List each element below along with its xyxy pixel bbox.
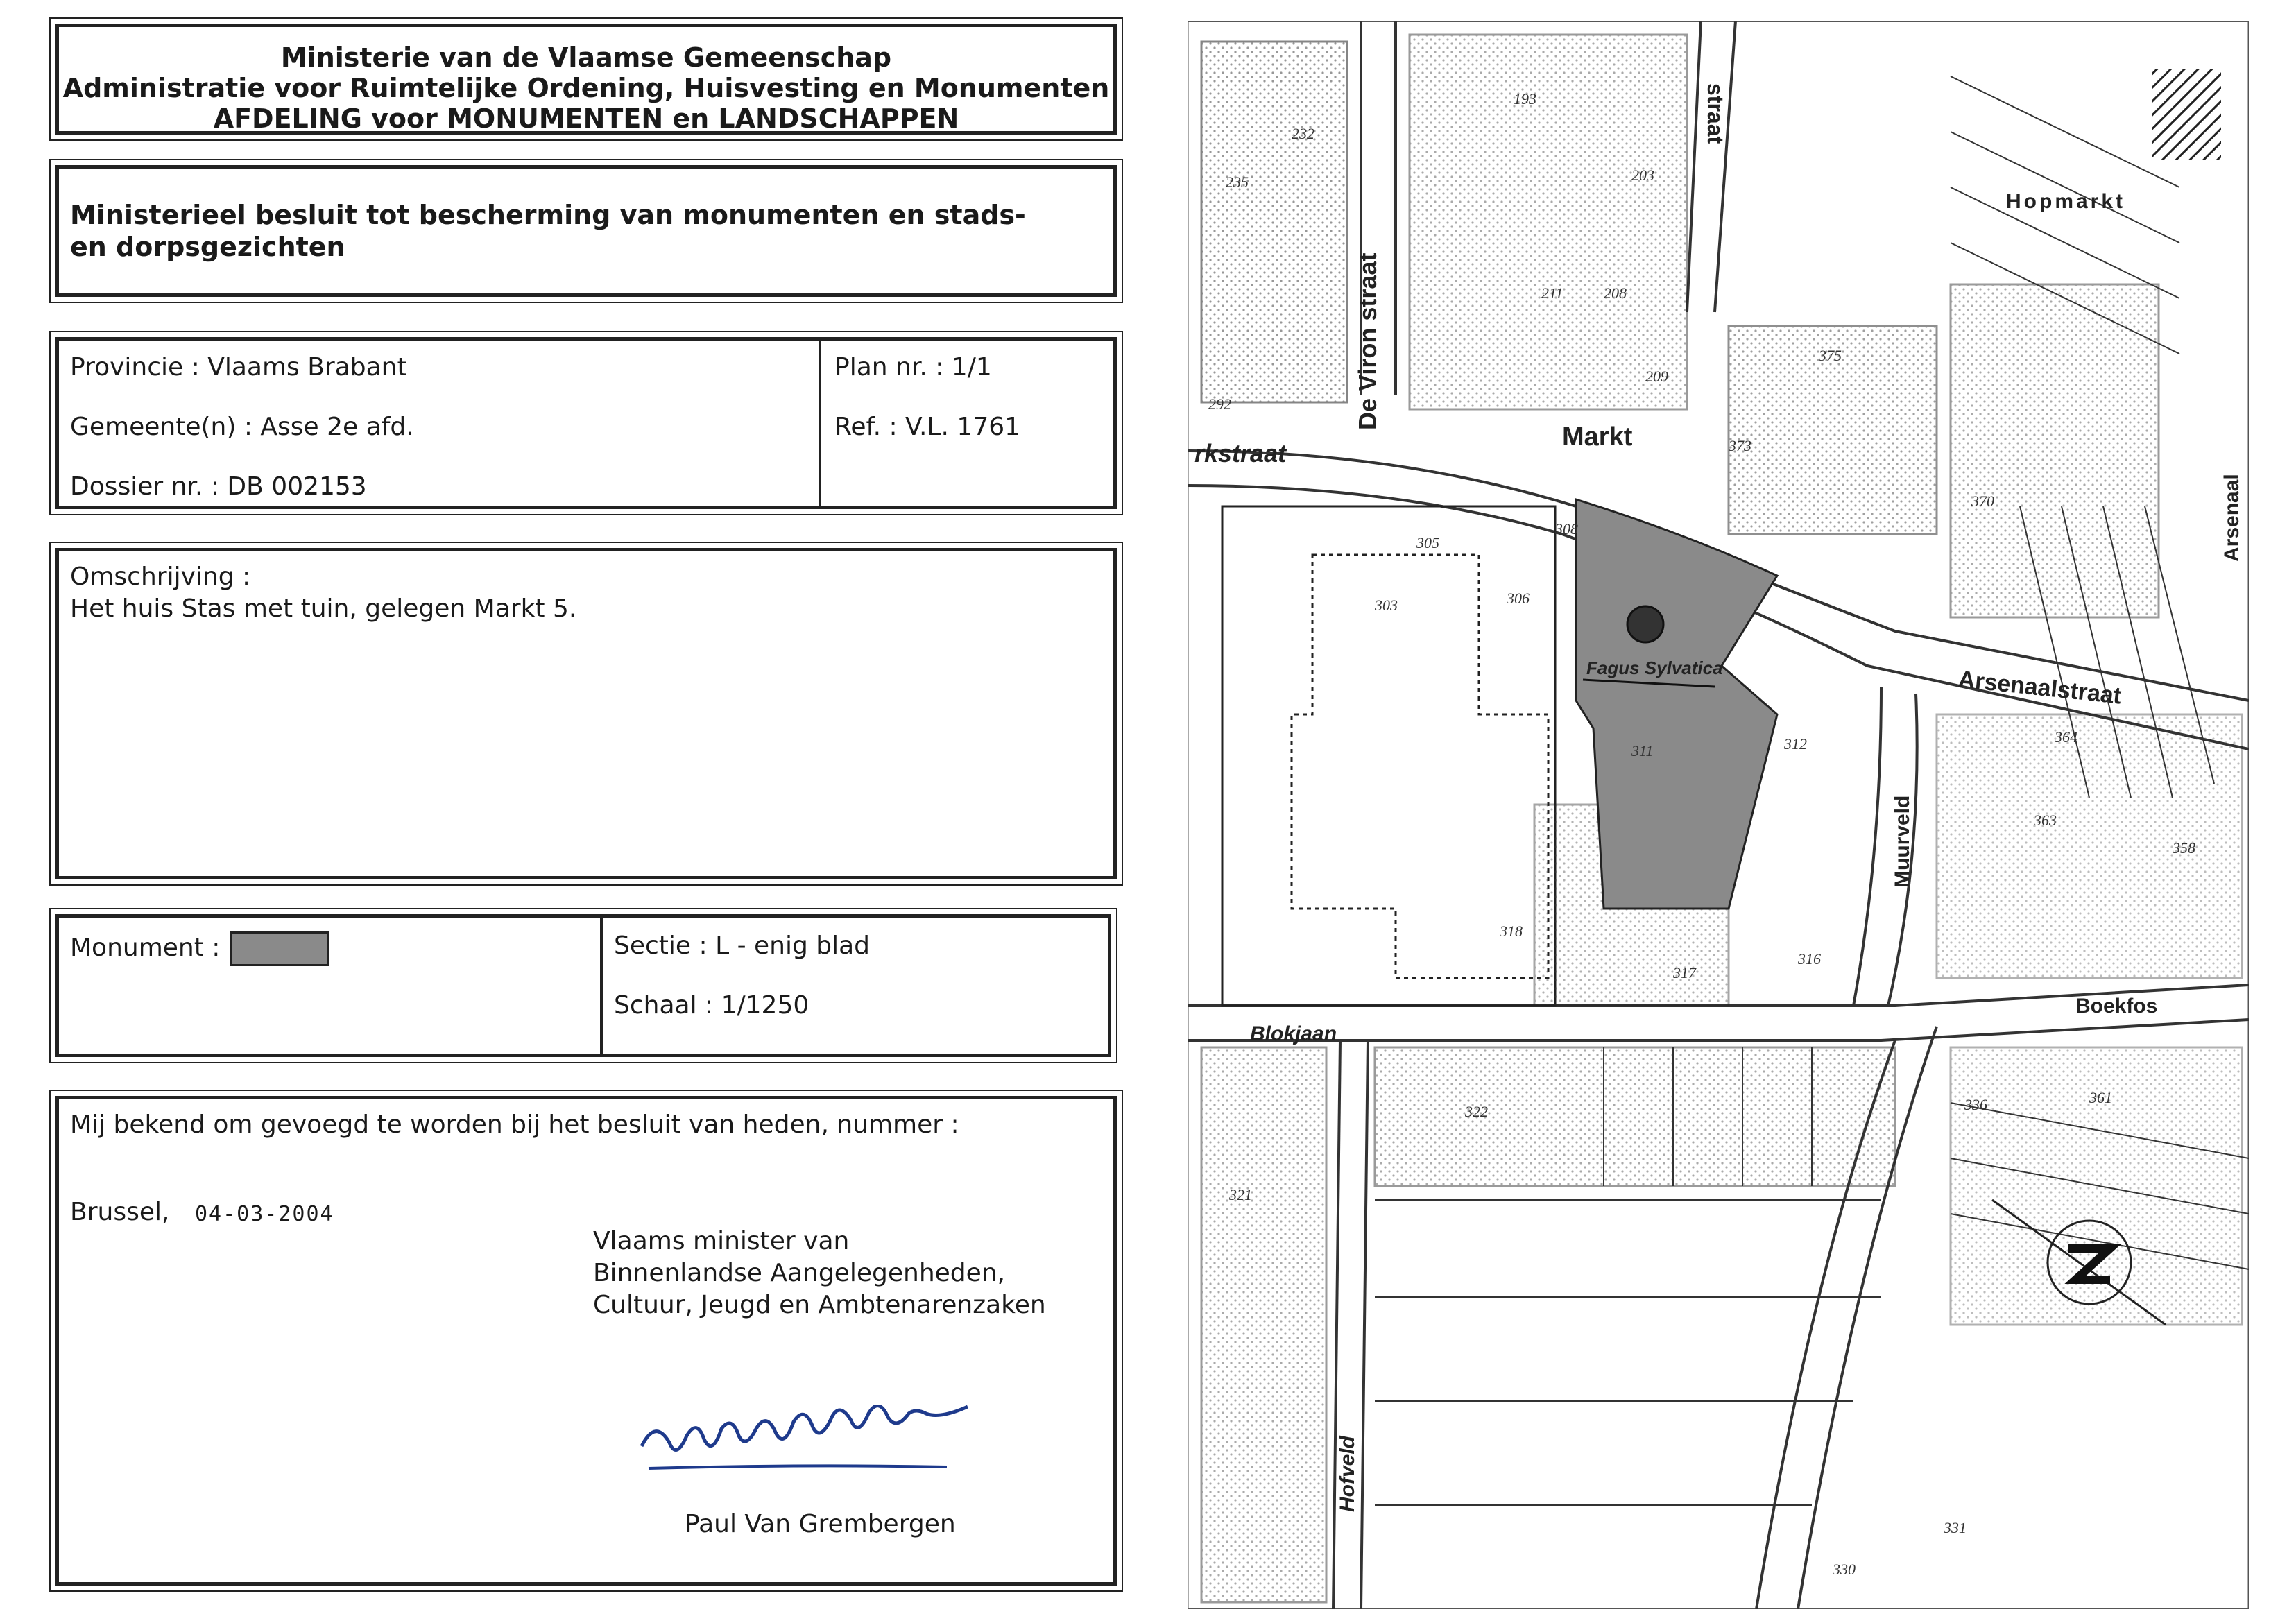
parcel-number: 370 <box>1971 492 1994 510</box>
parcel-number: 375 <box>1819 347 1842 364</box>
parcel-number: 211 <box>1541 284 1563 302</box>
street-arsenaalstraat: Arsenaalstraat <box>1957 666 2123 710</box>
ministry-header <box>55 24 1117 135</box>
dossier-field: Dossier nr. : DB 002153 <box>70 472 367 501</box>
gemeente-field: Gemeente(n) : Asse 2e afd. <box>70 413 414 441</box>
parcel-number: 208 <box>1604 284 1627 302</box>
parcel-number: 373 <box>1729 437 1751 454</box>
provincie-field: Provincie : Vlaams Brabant <box>70 353 407 381</box>
ref-field: Ref. : V.L. 1761 <box>834 413 1021 441</box>
decree-title-box <box>55 165 1117 297</box>
parcel-number: 193 <box>1514 90 1536 108</box>
parcel-number: 363 <box>2034 812 2057 829</box>
street-muurveld: Muurveld <box>1891 795 1914 888</box>
street-boekfos: Boekfos <box>2075 995 2158 1017</box>
parcel-number: 358 <box>2173 839 2195 857</box>
parcel-number: 232 <box>1292 125 1314 142</box>
signing-intro: Mij bekend om gevoegd te worden bij het besluit van heden, nummer : <box>70 1110 959 1139</box>
signature-drawing <box>628 1405 1044 1488</box>
hatched-building <box>2152 69 2221 160</box>
parcel-number: 305 <box>1416 534 1439 551</box>
info-box <box>55 337 1117 509</box>
description-box <box>55 548 1117 879</box>
schaal-field: Schaal : 1/1250 <box>614 991 809 1020</box>
parcel-number: 318 <box>1500 922 1523 940</box>
description-text: Het huis Stas met tuin, gelegen Markt 5. <box>70 594 577 623</box>
street-blokjaan: Blokjaan <box>1250 1022 1337 1045</box>
parcel-number: 292 <box>1208 395 1231 413</box>
street-de-viron: De Viron straat <box>1353 252 1382 430</box>
signing-date: 04-03-2004 <box>195 1202 334 1226</box>
signing-place: Brussel, <box>70 1198 170 1226</box>
street-hofveld: Hofveld <box>1336 1435 1359 1512</box>
parcel-number: 321 <box>1229 1186 1252 1203</box>
parcel-number: 303 <box>1375 596 1398 614</box>
parcel-number: 312 <box>1784 735 1807 753</box>
legend-box <box>55 914 1111 1057</box>
plan-field: Plan nr. : 1/1 <box>834 353 992 381</box>
monument-label: Monument : <box>70 934 221 962</box>
parcel-number: 331 <box>1944 1519 1967 1536</box>
decree-title: Ministerieel besluit tot bescherming van monumenten en stads- en dorpsgezichten <box>70 200 1026 262</box>
parcel-number: 235 <box>1226 173 1249 191</box>
street-rkstraat: rkstraat <box>1194 439 1287 467</box>
tree-annotation: Fagus Sylvatica <box>1586 658 1723 678</box>
monument-swatch <box>230 931 329 966</box>
parcel-number: 364 <box>2055 728 2077 746</box>
parcel-number: 336 <box>1964 1096 1987 1113</box>
parcel-number: 308 <box>1555 520 1578 538</box>
ministry-name <box>59 27 1113 134</box>
parcel-number: 361 <box>2089 1089 2112 1106</box>
signing-box <box>55 1096 1117 1586</box>
description-label: Omschrijving : <box>70 563 251 591</box>
header-line1: Ministerie van de Vlaamse Gemeenschap <box>280 42 892 73</box>
parcel-number: 311 <box>1631 742 1654 759</box>
sectie-field: Sectie : L - enig blad <box>614 931 871 960</box>
minister-line3: Cultuur, Jeugd en Ambtenarenzaken <box>593 1291 1046 1319</box>
parcel-number: 330 <box>1833 1561 1856 1578</box>
street-arsenaal-right: Arsenaal <box>2220 474 2243 562</box>
cadastral-map <box>1188 21 2249 1609</box>
parcel-number: 306 <box>1507 590 1530 607</box>
parcel-number: 322 <box>1465 1103 1488 1120</box>
street-straat-top: straat <box>1703 83 1728 144</box>
minister-line1: Vlaams minister van <box>593 1227 850 1255</box>
street-markt: Markt <box>1562 422 1633 452</box>
minister-line2: Binnenlandse Aangelegenheden, <box>593 1259 1006 1287</box>
parcel-number: 317 <box>1673 964 1696 981</box>
tree-symbol <box>1627 606 1663 642</box>
parcel-number: 203 <box>1631 166 1654 184</box>
monument-legend <box>70 931 329 966</box>
header-line3: AFDELING voor MONUMENTEN en LANDSCHAPPEN <box>213 103 959 134</box>
header-line2: Administratie voor Ruimtelijke Ordening, Huisvesting en Monumenten <box>62 73 1110 103</box>
signatory-name: Paul Van Grembergen <box>685 1510 956 1538</box>
street-hopmarkt: Hopmarkt <box>2006 190 2126 213</box>
parcel-number: 209 <box>1645 368 1668 385</box>
parcel-number: 316 <box>1798 950 1821 968</box>
